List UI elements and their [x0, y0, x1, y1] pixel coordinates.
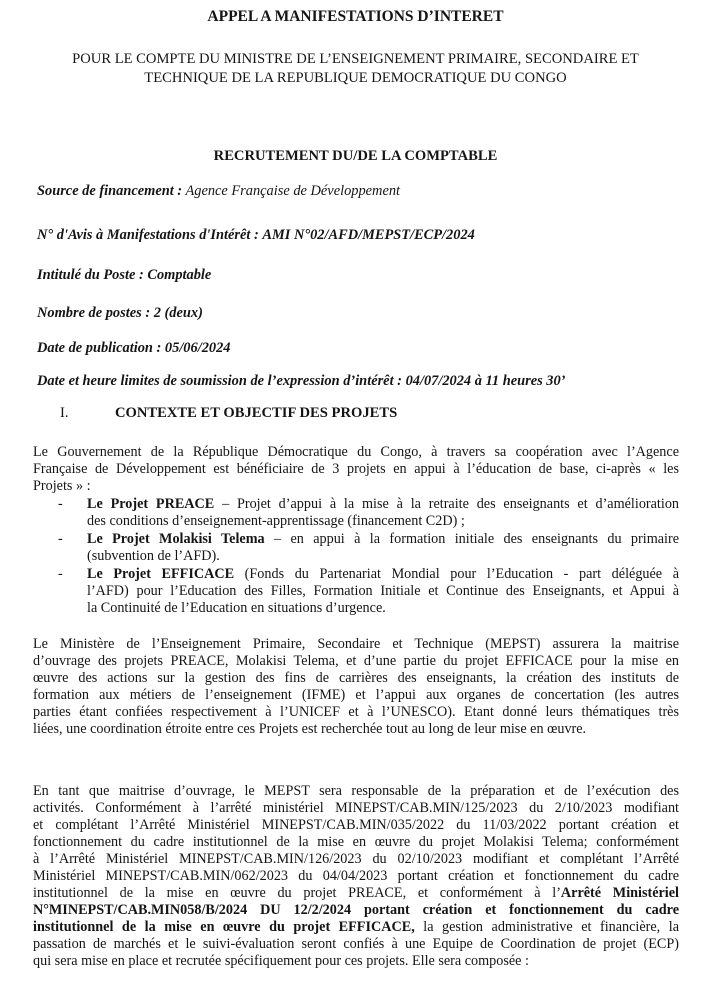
- field-label: Date de publication :: [37, 340, 162, 356]
- text-line: (subvention de l’AFD).: [87, 548, 220, 564]
- field-nombre-postes: [37, 305, 203, 322]
- text-line: qui sera mise en place et recrutée spécifiquement pour ces projets. Elle sera composée :: [33, 953, 529, 969]
- field-date-publication: [37, 340, 230, 357]
- text-fragment: – en appui à la formation initiale des enseignants du primaire: [264, 531, 679, 547]
- section-heading: [60, 405, 397, 422]
- bullet-dash: -: [58, 496, 63, 512]
- project-name: Le Projet Molakisi Telema: [87, 531, 265, 547]
- text-line: Le Ministère de l’Enseignement Primaire, Secondaire et Technique (MEPST) assurera la maitrise: [33, 636, 679, 652]
- field-value: 05/06/2024: [164, 340, 231, 356]
- field-label: Date et heure limites de soumission de l’expression d’intérêt :: [37, 373, 402, 389]
- text-line: œuvre des actions sur la gestion des fins de carrières des enseignants, la création des instituts de: [33, 670, 679, 686]
- text-line: [87, 531, 679, 548]
- text-line: [33, 919, 679, 936]
- bullet-dash: -: [58, 531, 63, 547]
- field-value: AMI N°02/AFD/MEPST/ECP/2024: [262, 227, 475, 243]
- text-fragment: institutionnel de la mise en œuvre du projet PREACE, et conformément à l’: [33, 885, 561, 901]
- text-line: la Continuité de l’Education en situations d’urgence.: [87, 600, 386, 616]
- field-value: 04/07/2024 à 11 heures 30’: [405, 373, 566, 389]
- project-list: [56, 496, 679, 617]
- text-line: Projets » :: [33, 478, 91, 494]
- text-line: En tant que maitrise d’ouvrage, le MEPST sera responsable de la préparation et de l’exécution des: [33, 783, 679, 799]
- field-label: Nombre de postes :: [37, 305, 151, 321]
- text-line: Ministériel MINEPST/CAB.MIN/062/2023 du 04/04/2023 portant création et fonctionnement du cadre: [33, 868, 679, 884]
- text-line: et complétant l’Arrêté Ministériel MINEPST/CAB.MIN/035/2022 du 11/03/2022 portant création et: [33, 817, 679, 833]
- document-subtitle: [30, 50, 681, 88]
- bold-reference: institutionnel de la mise en œuvre du projet EFFICACE,: [33, 919, 415, 935]
- text-line: activités. Conformément à l’arrêté ministériel MINEPST/CAB.MIN/125/2023 du 2/10/2023 modifiant: [33, 800, 679, 816]
- text-line: Le Gouvernement de la République Démocratique du Congo, à travers sa coopération avec l’Agence: [33, 444, 679, 460]
- text-fragment: la gestion administrative et financière, la: [414, 919, 679, 935]
- list-item: [56, 496, 679, 530]
- field-label: N° d'Avis à Manifestations d'Intérêt :: [37, 227, 259, 243]
- bold-reference: Arrêté Ministériel: [560, 885, 679, 901]
- bold-reference: N°MINEPST/CAB.MIN058/B/2024 DU 12/2/2024 portant création et fonctionnement du cadre: [33, 902, 679, 918]
- field-source-financement: [37, 183, 400, 200]
- text-line: à l’Arrêté Ministériel MINEPST/CAB.MIN/126/2023 du 02/10/2023 modifiant et complétant l’Arrêté: [33, 851, 679, 867]
- project-name: Le Projet PREACE: [87, 496, 215, 512]
- text-line: [33, 902, 679, 919]
- subtitle-line: TECHNIQUE DE LA REPUBLIQUE DEMOCRATIQUE DU CONGO: [144, 70, 567, 86]
- field-value: Agence Française de Développement: [185, 183, 401, 199]
- paragraph-maitrise-ouvrage: [33, 783, 679, 970]
- text-line: liées, une coordination étroite entre ces Projets est recherchée tout au long de leur mise en œuvre.: [33, 721, 587, 737]
- text-line: fonctionnement du cadre institutionnel de la mise en œuvre du projet Molakisi Telema; conformément: [33, 834, 679, 850]
- text-line: formation aux métiers de l’enseignement (IFME) et l’appui aux organes de concertation (les autres: [33, 687, 679, 703]
- text-fragment: (Fonds du Partenariat Mondial pour l’Education - part déléguée à: [234, 566, 680, 582]
- field-avis: [37, 227, 475, 244]
- text-line: Française de Développement est bénéficiaire de 3 projets en appui à l’éducation de base, ci-après « les: [33, 461, 679, 477]
- document-title: APPEL A MANIFESTATIONS D’INTERET: [207, 8, 504, 25]
- field-date-limite: [37, 373, 565, 390]
- field-intitule-poste: [37, 267, 211, 284]
- subtitle-line: POUR LE COMPTE DU MINISTRE DE L’ENSEIGNEMENT PRIMAIRE, SECONDAIRE ET: [72, 51, 639, 67]
- paragraph-mepst: [33, 636, 679, 738]
- text-line: des conditions d’enseignement-apprentissage (financement C2D) ;: [87, 513, 465, 529]
- section-title: CONTEXTE ET OBJECTIF DES PROJETS: [115, 405, 398, 421]
- list-item: [56, 531, 679, 565]
- list-item: [56, 566, 679, 617]
- text-line: parties étant confiées respectivement à l’UNICEF et à l’UNESCO). Etant donné leurs thématiques très: [33, 704, 679, 720]
- text-line: [33, 885, 679, 902]
- field-label: Intitulé du Poste :: [37, 267, 144, 283]
- text-fragment: – Projet d’appui à la mise à la retraite des enseignants et d’amélioration: [214, 496, 680, 512]
- paragraph-intro: [33, 444, 679, 495]
- project-name: Le Projet EFFICACE: [87, 566, 235, 582]
- text-line: passation de marchés et le suivi-évaluation seront confiés à une Equipe de Coordination de projet (ECP): [33, 936, 679, 952]
- recruitment-heading: RECRUTEMENT DU/DE LA COMPTABLE: [213, 148, 498, 164]
- text-line: [87, 566, 679, 583]
- bullet-dash: -: [58, 566, 63, 582]
- text-line: d’ouvrage des projets PREACE, Molakisi Telema, et d’une partie du projet EFFICACE pour la mise en: [33, 653, 679, 669]
- field-value: Comptable: [147, 267, 212, 283]
- text-line: l’AFD) pour l’Education des Filles, Formation Initiale et Continue des Enseignants, et Appui à: [87, 583, 679, 599]
- field-value: 2 (deux): [153, 305, 203, 321]
- text-line: [87, 496, 679, 513]
- field-label: Source de financement :: [37, 183, 183, 199]
- section-number: I.: [60, 405, 69, 421]
